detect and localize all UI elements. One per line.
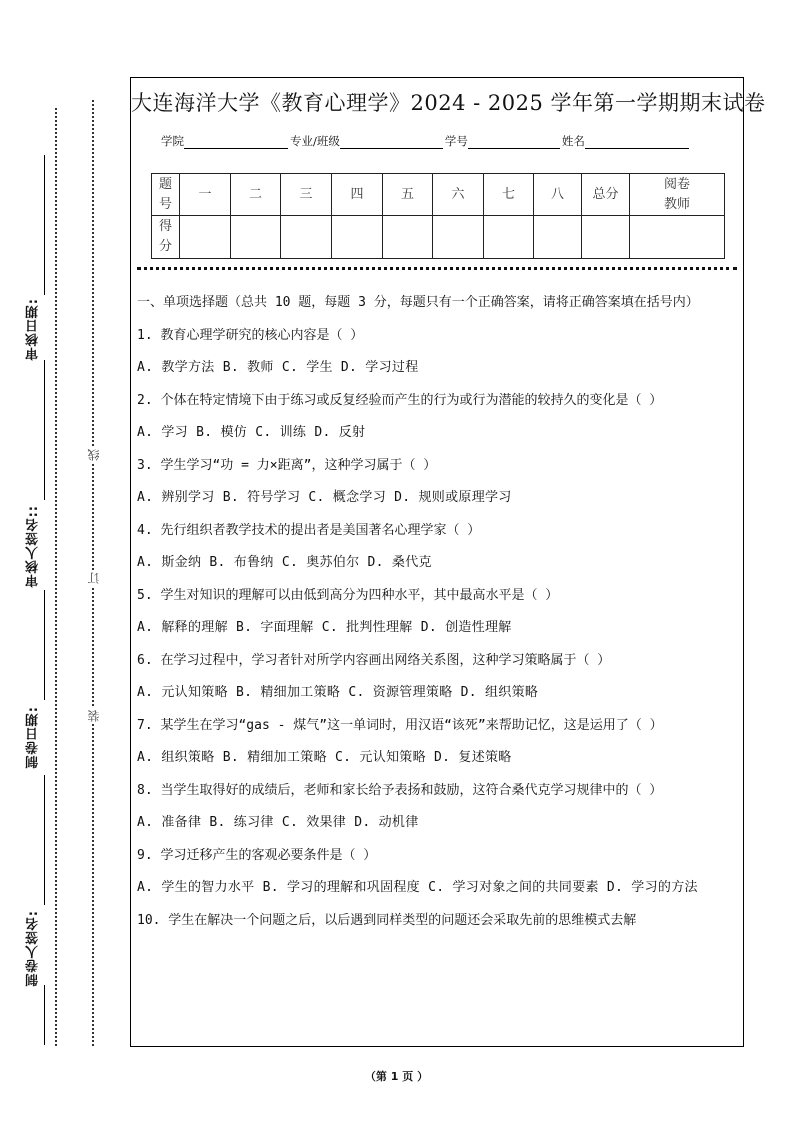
score-cell[interactable] [332,216,383,259]
question-options: A. 教学方法 B. 教师 C. 学生 D. 学习过程 [137,360,419,375]
score-table [151,173,725,259]
score-cell[interactable] [534,216,582,259]
question-options: A. 解释的理解 B. 字面理解 C. 批判性理解 D. 创造性理解 [137,620,512,635]
prepare-date-line [44,775,45,905]
cut-mark-bind: 订 [87,572,101,584]
college-label: 学院 [161,134,184,148]
column-header: 三 [281,174,332,216]
exam-frame [130,77,766,1047]
question-options: A. 准备律 B. 练习律 C. 效果律 D. 动机律 [137,815,419,830]
exam-title: 大连海洋大学《教育心理学》2024 - 2025 学年第一学期期末试卷 [131,91,766,115]
score-table-header-row [152,174,725,216]
grader-header: 阅卷教师 [630,174,725,216]
column-header: 八 [534,174,582,216]
column-header: 五 [383,174,433,216]
column-header: 二 [231,174,281,216]
question-stem: 6. 在学习过程中，学习者针对所学内容画出网络关系图，这种学习策略属于（ ） [137,652,611,668]
reviewer-signature-line-lower [44,590,45,700]
question-options: A. 学生的智力水平 B. 学习的理解和巩固程度 C. 学习对象之间的共同要素 D. 学习的方法 [137,880,698,895]
preparer-signature-label: 制卷人签名: [26,910,41,987]
question-number-header: 题号 [152,174,180,216]
question-stem: 8. 当学生取得好的成绩后，老师和家长给予表扬和鼓励，这符合桑代克学习规律中的（ ） [137,782,663,798]
score-cell[interactable] [281,216,332,259]
reviewer-signature-line [44,360,45,500]
review-date-line [44,155,45,295]
reviewer-signature-label: 审核人签名:: [26,505,41,588]
grader-cell[interactable] [630,216,725,259]
question-section [137,292,738,942]
binding-margin [0,0,125,1122]
question-options: A. 元认知策略 B. 精细加工策略 C. 资源管理策略 D. 组织策略 [137,685,539,700]
section-heading: 一、单项选择题（总共 10 题，每题 3 分，每题只有一个正确答案，请将正确答案填在括号内） [137,295,699,310]
question-options: A. 斯金纳 B. 布鲁纳 C. 奥苏伯尔 D. 桑代克 [137,555,432,570]
name-label: 姓名 [561,134,585,148]
binding-dotted-line-inner [55,108,57,1046]
review-date-label: 审核日期: [26,298,41,361]
question-stem: 4. 先行组织者教学技术的提出者是美国著名心理学家（ ） [137,522,481,538]
score-cell[interactable] [231,216,281,259]
total-score-cell[interactable] [582,216,630,259]
question-stem: 9. 学习迁移产生的客观必要条件是（ ） [137,847,377,863]
column-header: 七 [484,174,534,216]
college-field[interactable] [184,136,288,149]
student-info-row [161,133,691,149]
column-header: 六 [433,174,484,216]
student-id-label: 学号 [444,134,468,148]
question-stem: 10. 学生在解决一个问题之后，以后遇到同样类型的问题还会采取先前的思维模式去解 [137,912,637,928]
score-cell[interactable] [180,216,231,259]
cut-mark-line: 线 [87,449,101,461]
question-options: A. 学习 B. 模仿 C. 训练 D. 反射 [137,425,366,440]
score-cell[interactable] [383,216,433,259]
question-options: A. 组织策略 B. 精细加工策略 C. 元认知策略 D. 复述策略 [137,750,512,765]
score-cell[interactable] [484,216,534,259]
question-stem: 3. 学生学习“功 = 力×距离”，这种学习属于（ ） [137,457,437,473]
question-stem: 1. 教育心理学研究的核心内容是（ ） [137,327,364,343]
section-separator [137,267,737,270]
score-table-score-row [152,216,725,259]
score-row-header: 得分 [152,216,180,259]
question-options: A. 辨别学习 B. 符号学习 C. 概念学习 D. 规则或原理学习 [137,490,512,505]
question-stem: 2. 个体在特定情境下由于练习或反复经验而产生的行为或行为潜能的较持久的变化是（ ） [137,392,663,408]
column-header: 一 [180,174,231,216]
prepare-date-label: 制卷日期: [26,706,41,769]
question-stem: 7. 某学生在学习“gas - 煤气”这一单词时，用汉语“该死”来帮助记忆，这是运用了（ ） [137,717,663,733]
column-header: 四 [332,174,383,216]
total-score-header: 总分 [582,174,630,216]
cut-mark-seal: 装 [87,710,101,722]
student-id-field[interactable] [468,136,560,149]
major-class-field[interactable] [340,136,443,149]
major-class-label: 专业/班级 [290,134,340,148]
preparer-signature-line [44,985,45,1045]
score-cell[interactable] [433,216,484,259]
question-stem: 5. 学生对知识的理解可以由低到高分为四种水平，其中最高水平是（ ） [137,587,559,603]
page-number: （第 1 页 ） [364,1070,429,1083]
name-field[interactable] [585,136,689,149]
